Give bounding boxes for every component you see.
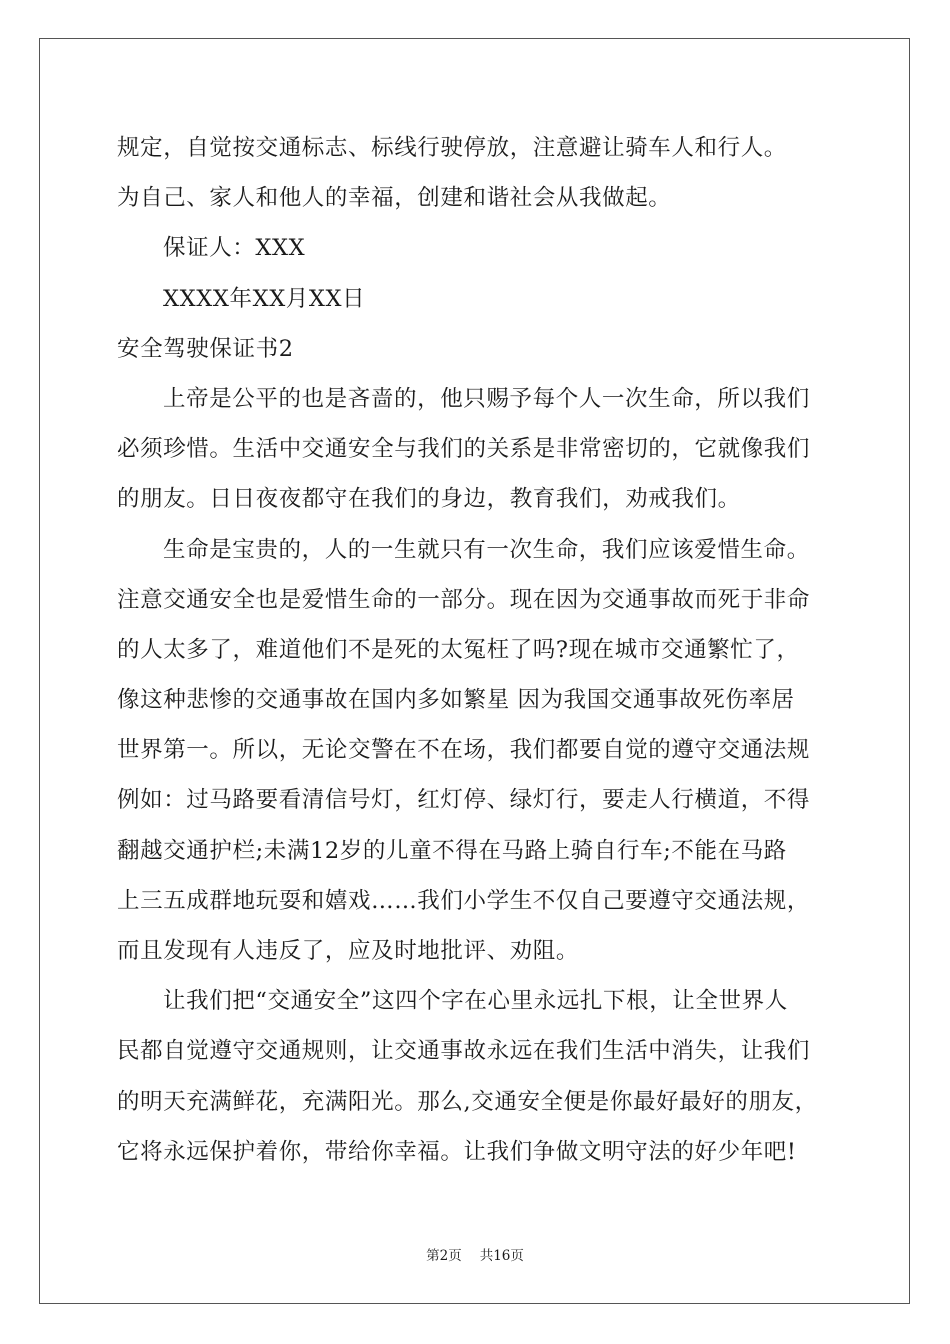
text-line: 必须珍惜。生活中交通安全与我们的关系是非常密切的，它就像我们	[117, 436, 811, 463]
text-line: 世界第一。所以，无论交警在不在场，我们都要自觉的遵守交通法规	[117, 737, 811, 764]
text-line: 上帝是公平的也是吝啬的，他只赐予每个人一次生命，所以我们	[163, 385, 810, 412]
date-line: XXXX年XX月XX日	[163, 285, 366, 312]
text-line: 规定，自觉按交通标志、标线行驶停放，注意避让骑车人和行人。	[117, 135, 787, 161]
text-line: 例如：过马路要看清信号灯，红灯停、绿灯行，要走人行横道，不得	[117, 787, 811, 814]
text-line: 为自己、家人和他人的幸福，创建和谐社会从我做起。	[117, 185, 672, 212]
text-line: 翻越交通护栏;未满12岁的儿童不得在马路上骑自行车;不能在马路	[117, 837, 787, 864]
text-line: 而且发现有人违反了，应及时地批评、劝阻。	[117, 938, 580, 964]
text-line: 注意交通安全也是爱惜生命的一部分。现在因为交通事故而死于非命	[117, 586, 811, 613]
text-line: 让我们把“交通安全”这四个字在心里永远扎下根，让全世界人	[163, 988, 788, 1015]
page-total: 共16页	[479, 1248, 524, 1264]
text-line: 它将永远保护着你，带给你幸福。让我们争做文明守法的好少年吧!	[117, 1138, 797, 1165]
text-line: 生命是宝贵的，人的一生就只有一次生命，我们应该爱惜生命。	[163, 536, 810, 563]
section-heading: 安全驾驶保证书2	[117, 335, 294, 362]
text-line: 上三五成群地玩耍和嬉戏……我们小学生不仅自己要遵守交通法规，	[117, 887, 811, 914]
text-line: 民都自觉遵守交通规则，让交通事故永远在我们生活中消失，让我们	[117, 1038, 811, 1065]
guarantor-line: 保证人：XXX	[163, 235, 306, 262]
text-line: 像这种悲惨的交通事故在国内多如繁星 因为我国交通事故死伤率居	[117, 687, 795, 714]
document-body	[117, 123, 837, 1177]
text-line: 的人太多了，难道他们不是死的太冤枉了吗?现在城市交通繁忙了，	[117, 636, 800, 663]
text-line: 的朋友。日日夜夜都守在我们的身边，教育我们，劝戒我们。	[117, 486, 741, 513]
page-footer	[0, 1246, 950, 1266]
text-line: 的明天充满鲜花，充满阳光。那么,交通安全便是你最好最好的朋友，	[117, 1088, 818, 1115]
page-number: 第2页	[426, 1248, 462, 1264]
